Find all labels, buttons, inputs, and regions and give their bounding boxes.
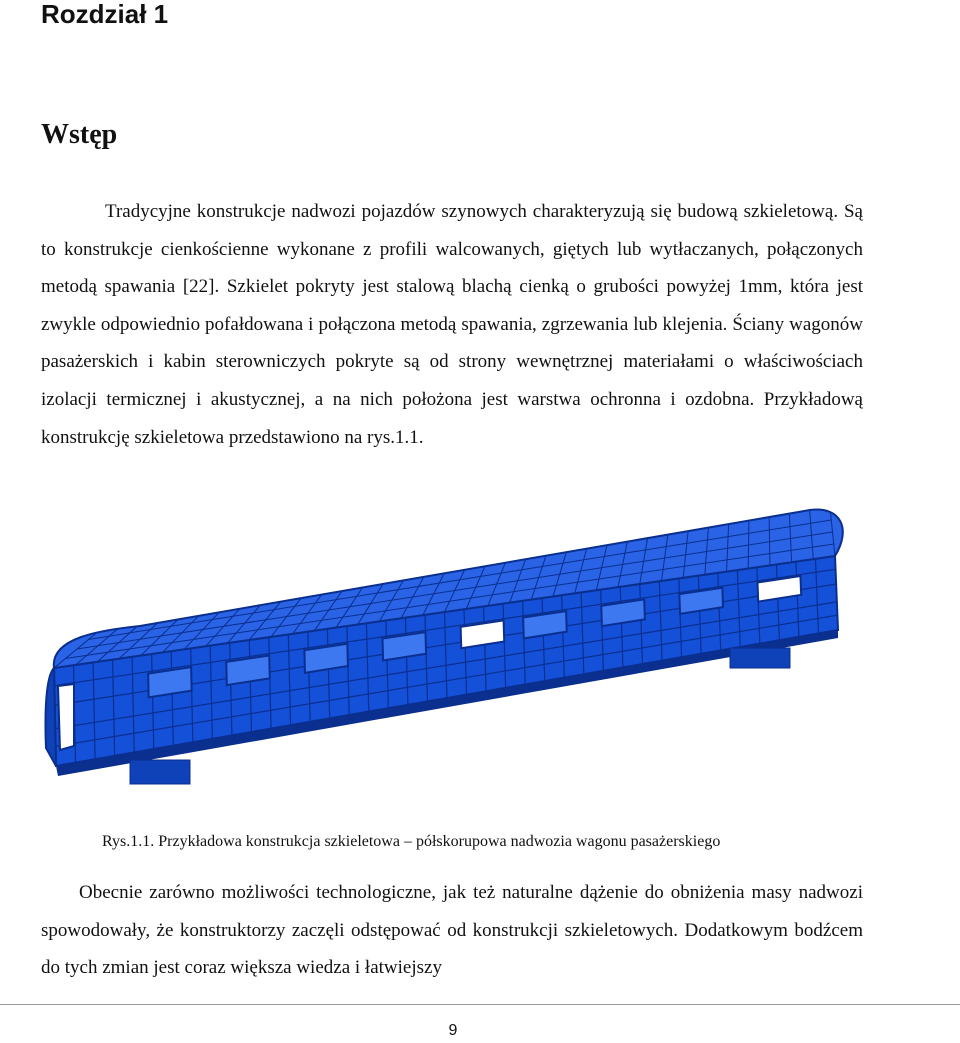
footer-rule (0, 1004, 960, 1005)
figure-wagon-frame (40, 498, 860, 804)
wagon-frame-illustration (40, 498, 860, 804)
paragraph-intro: Tradycyjne konstrukcje nadwozi pojazdów szynowych charakteryzują się budową szkieletową. Są to konstrukcje cienkościenne wykonane z profili walcowanych, giętych lub wytłaczanych, połączonych metodą spawania [22]. Szkielet pokryty jest stalową blachą cienką o grubości powyżej 1mm, która jest zwykle odpowiednio pofałdowana i połączona metodą spawania, zgrzewania lub klejenia. Ściany wagonów pasażerskich i kabin sterowniczych pokryte są od strony wewnętrznej materiałami o właściwościach izolacji termicznej i akustycznej, a na nich położona jest warstwa ochronna i ozdobna. Przykładową konstrukcję szkieletowa przedstawiono na rys.1.1. (41, 201, 863, 448)
end-door-opening (58, 684, 74, 750)
paragraph-continued: Obecnie zarówno możliwości technologiczne, jak też naturalne dążenie do obniżenia masy nadwozi spowodowały, że konstruktorzy zaczęli odstępować od konstrukcji szkieletowych. Dodatkowym bodźcem do tych zmian jest coraz większa wiedza i łatwiejszy (41, 882, 863, 979)
section-title: Wstęp (41, 119, 118, 150)
figure-caption: Rys.1.1. Przykładowa konstrukcja szkieletowa – półskorupowa nadwozia wagonu pasażerskiego (102, 833, 721, 850)
chapter-title: Rozdział 1 (41, 0, 169, 29)
page-number: 9 (448, 1022, 458, 1039)
bogie-left (130, 760, 190, 784)
bogie-right (730, 648, 790, 668)
